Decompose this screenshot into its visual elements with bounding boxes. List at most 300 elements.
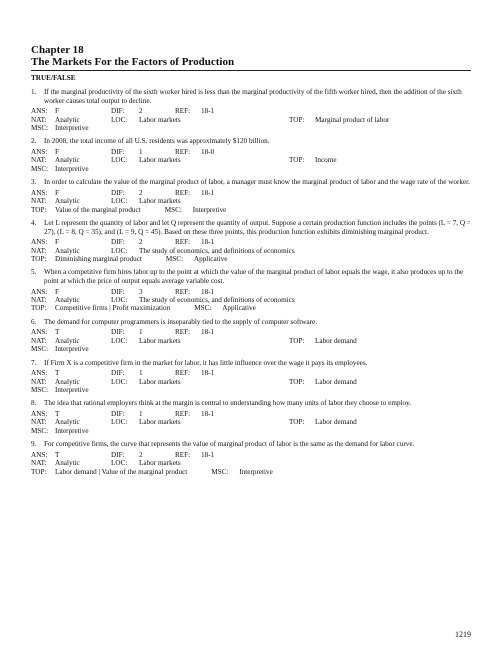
metadata-cell: Interpretive	[192, 205, 227, 214]
metadata-cell: LOC:	[111, 418, 128, 427]
metadata-cell	[289, 451, 315, 459]
question-text-row	[31, 268, 471, 285]
metadata-cell: Analytic	[55, 296, 80, 305]
metadata-cell	[175, 116, 201, 124]
metadata-cell: DIF:	[111, 369, 125, 378]
metadata-cell: TOP:	[289, 418, 305, 427]
question-item	[31, 178, 471, 214]
metadata-row	[31, 148, 471, 156]
metadata-cell	[289, 328, 315, 336]
metadata-cell: T	[55, 328, 60, 337]
metadata-row	[31, 386, 471, 394]
metadata-row	[31, 247, 471, 255]
metadata-cell	[201, 459, 289, 467]
metadata-cell: 18-1	[201, 287, 215, 296]
metadata-cell: Labor demand	[315, 377, 357, 386]
metadata-cell	[289, 107, 315, 115]
metadata-cell	[175, 418, 201, 426]
question-text-row	[31, 318, 471, 327]
metadata-row	[31, 304, 471, 312]
metadata-cell	[369, 206, 393, 214]
metadata-cell: Interpretive	[55, 164, 89, 173]
question-item	[31, 440, 471, 476]
metadata-cell: LOC:	[111, 336, 128, 345]
metadata-cell: 18-1	[201, 188, 215, 197]
metadata-cell: 18-1	[201, 238, 215, 247]
metadata-cell: Labor markets	[139, 115, 181, 124]
metadata-cell	[344, 255, 370, 263]
metadata-cell	[289, 459, 315, 467]
metadata-cell: NAT:	[31, 197, 47, 206]
metadata-cell: TOP:	[31, 304, 47, 313]
answer-metadata	[31, 288, 471, 313]
metadata-cell	[201, 156, 289, 164]
metadata-row	[31, 328, 471, 336]
answer-metadata	[31, 328, 471, 353]
metadata-cell	[394, 255, 471, 263]
question-text: For competitive firms, the curve that represents the value of marginal product of labor is the same as the demand for labor curve.	[44, 440, 415, 449]
metadata-cell: LOC:	[111, 296, 128, 305]
metadata-cell: 1	[139, 328, 143, 337]
metadata-cell: Marginal product of labor	[315, 115, 390, 124]
metadata-cell	[339, 148, 471, 156]
metadata-cell	[315, 238, 339, 246]
metadata-cell: ANS:	[31, 328, 48, 337]
metadata-cell	[315, 369, 339, 377]
metadata-cell: DIF:	[111, 450, 125, 459]
metadata-cell: Labor demand	[315, 418, 357, 427]
metadata-cell: NAT:	[31, 246, 47, 255]
metadata-cell	[111, 165, 139, 173]
metadata-cell	[339, 124, 471, 132]
metadata-cell	[175, 156, 201, 164]
metadata-cell	[459, 247, 471, 255]
metadata-row	[31, 255, 471, 263]
metadata-cell	[315, 328, 339, 336]
metadata-row	[31, 427, 471, 435]
metadata-cell	[201, 124, 289, 132]
metadata-cell: REF:	[175, 328, 191, 337]
metadata-row	[31, 337, 471, 345]
metadata-cell	[315, 345, 339, 353]
metadata-cell: Labor markets	[139, 459, 181, 468]
metadata-cell: LOC:	[111, 197, 128, 206]
metadata-cell	[315, 459, 339, 467]
question-number: 1.	[31, 88, 37, 96]
metadata-cell: Analytic	[55, 377, 80, 386]
metadata-cell	[372, 304, 398, 312]
metadata-cell	[415, 468, 439, 476]
metadata-row	[31, 451, 471, 459]
metadata-cell: 18-1	[201, 328, 215, 337]
metadata-cell: 18-1	[201, 450, 215, 459]
metadata-cell: F	[55, 188, 59, 197]
metadata-cell: Interpretive	[55, 124, 89, 132]
metadata-cell	[339, 410, 471, 418]
metadata-cell: NAT:	[31, 377, 47, 386]
metadata-cell: The study of economics, and definitions of economics	[139, 296, 295, 305]
metadata-cell: TOP:	[289, 115, 305, 124]
metadata-cell: 2	[139, 188, 143, 197]
metadata-cell	[255, 206, 343, 214]
answer-metadata	[31, 238, 471, 263]
metadata-cell	[321, 296, 409, 304]
metadata-cell	[315, 124, 339, 132]
metadata-cell	[175, 386, 201, 394]
metadata-cell	[339, 288, 471, 296]
metadata-cell: 3	[139, 287, 143, 296]
metadata-cell	[339, 451, 471, 459]
metadata-row	[31, 288, 471, 296]
question-text-row	[31, 137, 471, 146]
question-number: 5.	[31, 268, 37, 277]
metadata-cell: Interpretive	[55, 386, 89, 395]
question-item	[31, 219, 471, 263]
chapter-subtitle: The Markets For the Factors of Production	[31, 56, 235, 68]
metadata-cell: ANS:	[31, 287, 48, 296]
metadata-cell: REF:	[175, 287, 191, 296]
question-item	[31, 399, 471, 435]
metadata-cell	[435, 247, 459, 255]
metadata-cell	[315, 148, 339, 156]
metadata-cell	[201, 197, 289, 205]
metadata-cell: Analytic	[55, 197, 80, 206]
metadata-cell: DIF:	[111, 238, 125, 247]
question-text-row	[31, 399, 471, 408]
metadata-cell: MSC:	[211, 467, 229, 476]
metadata-cell	[339, 378, 471, 386]
metadata-cell	[459, 296, 471, 304]
metadata-cell: Interpretive	[239, 467, 273, 476]
metadata-cell	[315, 427, 339, 435]
answer-metadata	[31, 148, 471, 173]
metadata-cell	[339, 116, 471, 124]
question-number: 2.	[31, 137, 37, 146]
question-number: 3.	[31, 178, 37, 187]
metadata-row	[31, 197, 471, 205]
metadata-cell: 18-0	[201, 148, 215, 156]
metadata-cell	[315, 197, 339, 205]
metadata-cell	[175, 197, 201, 205]
metadata-cell	[339, 345, 471, 353]
metadata-cell: Applicative	[222, 304, 256, 313]
metadata-cell	[111, 427, 139, 435]
metadata-cell: DIF:	[111, 107, 125, 116]
metadata-cell	[370, 255, 394, 263]
metadata-cell: F	[55, 107, 59, 116]
metadata-cell: LOC:	[111, 246, 128, 255]
metadata-cell	[339, 328, 471, 336]
metadata-cell	[175, 124, 201, 132]
metadata-cell	[339, 238, 471, 246]
metadata-row	[31, 116, 471, 124]
question-text: If Firm X is a competitive firm in the market for labor, it has little influence over the wage it pays its employees.	[44, 358, 368, 367]
metadata-cell: 1	[139, 148, 143, 156]
metadata-cell: REF:	[175, 148, 191, 156]
metadata-cell: T	[55, 450, 60, 459]
metadata-cell	[301, 468, 389, 476]
metadata-cell: Labor markets	[139, 197, 181, 206]
chapter-title: Chapter 18	[31, 44, 84, 56]
metadata-cell	[315, 386, 339, 394]
metadata-cell	[230, 255, 256, 263]
metadata-cell: Interpretive	[55, 345, 89, 354]
metadata-cell	[289, 148, 315, 156]
metadata-cell: REF:	[175, 107, 191, 116]
metadata-cell: LOC:	[111, 156, 128, 165]
metadata-cell: TOP:	[31, 467, 47, 476]
metadata-cell	[409, 247, 435, 255]
metadata-row	[31, 468, 471, 476]
metadata-cell	[315, 165, 339, 173]
metadata-cell: DIF:	[111, 148, 125, 156]
question-text: In 2008, the total income of all U.S. residents was approximately $120 billion.	[44, 137, 270, 146]
metadata-cell	[315, 410, 339, 418]
metadata-cell: Analytic	[55, 156, 80, 165]
metadata-cell: Labor demand	[315, 336, 357, 345]
metadata-cell: 18-1	[201, 107, 215, 116]
metadata-cell: REF:	[175, 410, 191, 419]
metadata-cell: TOP:	[289, 156, 305, 165]
metadata-cell: TOP:	[31, 255, 47, 264]
metadata-cell	[315, 189, 339, 197]
metadata-cell: ANS:	[31, 188, 48, 197]
metadata-cell	[295, 247, 321, 255]
question-item	[31, 268, 471, 312]
metadata-cell	[139, 165, 175, 173]
metadata-cell: Interpretive	[55, 426, 89, 435]
metadata-cell: ANS:	[31, 107, 48, 116]
metadata-cell: NAT:	[31, 156, 47, 165]
metadata-cell	[343, 206, 369, 214]
metadata-cell	[422, 304, 471, 312]
metadata-cell	[289, 345, 315, 353]
metadata-cell	[315, 451, 339, 459]
metadata-cell	[175, 165, 201, 173]
metadata-cell	[201, 165, 289, 173]
metadata-cell	[258, 304, 284, 312]
metadata-cell: Applicative	[193, 255, 228, 264]
metadata-cell	[201, 386, 289, 394]
metadata-cell	[339, 337, 471, 345]
metadata-cell	[393, 206, 471, 214]
question-number: 8.	[31, 399, 37, 408]
question-list	[31, 88, 471, 476]
metadata-cell: NAT:	[31, 115, 47, 124]
metadata-cell	[409, 296, 435, 304]
metadata-cell: F	[55, 287, 59, 296]
metadata-cell: DIF:	[111, 328, 125, 337]
question-item	[31, 318, 471, 354]
question-text: The idea that rational employers think at the margin is central to understanding how many units of labor they choose to employ.	[44, 399, 412, 408]
metadata-cell: MSC:	[31, 345, 49, 354]
metadata-cell: DIF:	[111, 410, 125, 419]
metadata-cell: TOP:	[289, 336, 305, 345]
question-item	[31, 88, 471, 132]
question-item	[31, 137, 471, 173]
metadata-cell: F	[55, 148, 59, 156]
metadata-cell: REF:	[175, 450, 191, 459]
metadata-cell	[339, 369, 471, 377]
metadata-cell: LOC:	[111, 377, 128, 386]
metadata-cell: 18-1	[201, 410, 215, 419]
metadata-cell	[339, 156, 471, 164]
metadata-row	[31, 296, 471, 304]
question-text-row	[31, 440, 471, 449]
metadata-cell: Income	[315, 156, 337, 165]
question-text-row	[31, 359, 471, 368]
metadata-cell: 18-1	[201, 369, 215, 378]
metadata-cell: ANS:	[31, 450, 48, 459]
metadata-cell	[435, 296, 459, 304]
metadata-cell	[289, 165, 315, 173]
metadata-cell: LOC:	[111, 459, 128, 468]
question-number: 9.	[31, 440, 37, 449]
metadata-row	[31, 206, 471, 214]
metadata-cell: MSC:	[31, 386, 49, 395]
metadata-cell: TOP:	[31, 205, 47, 214]
metadata-cell	[201, 337, 289, 345]
answer-metadata	[31, 410, 471, 435]
metadata-row	[31, 189, 471, 197]
metadata-cell: TOP:	[289, 377, 305, 386]
metadata-cell	[139, 427, 175, 435]
metadata-cell	[289, 288, 315, 296]
metadata-cell: Value of the marginal product	[55, 205, 141, 214]
metadata-cell	[339, 427, 471, 435]
metadata-cell: REF:	[175, 188, 191, 197]
metadata-cell: MSC:	[165, 255, 184, 264]
metadata-cell: DIF:	[111, 287, 125, 296]
title-rule	[31, 70, 471, 71]
metadata-row	[31, 156, 471, 164]
metadata-cell	[275, 468, 301, 476]
metadata-cell: 2	[139, 238, 143, 247]
answer-metadata	[31, 369, 471, 394]
metadata-cell	[389, 468, 415, 476]
question-text: In order to calculate the value of the marginal product of labor, a manager must know the marginal product of labor and the wage rate of the worker.	[44, 178, 470, 187]
metadata-cell	[315, 107, 339, 115]
metadata-cell	[201, 116, 289, 124]
metadata-cell: MSC:	[31, 164, 49, 173]
metadata-cell	[201, 427, 289, 435]
metadata-cell: Diminishing marginal product	[55, 255, 142, 264]
metadata-cell: NAT:	[31, 418, 47, 427]
metadata-cell	[339, 107, 471, 115]
metadata-cell	[321, 247, 409, 255]
metadata-cell	[111, 345, 139, 353]
metadata-cell	[139, 345, 175, 353]
metadata-cell: LOC:	[111, 115, 128, 124]
metadata-cell	[139, 386, 175, 394]
metadata-cell	[339, 189, 471, 197]
question-text-row	[31, 88, 471, 105]
metadata-row	[31, 418, 471, 426]
metadata-cell	[315, 288, 339, 296]
question-text: When a competitive firm hires labor up to the point at which the value of the marginal product of labor equals the wage, it also produces up to the point at which the price of output equals average variable cost.	[44, 268, 464, 286]
question-text-row	[31, 178, 471, 187]
metadata-cell	[398, 304, 422, 312]
metadata-row	[31, 410, 471, 418]
question-text-row	[31, 219, 471, 236]
metadata-cell: Analytic	[55, 418, 80, 427]
metadata-cell: Labor markets	[139, 377, 181, 386]
metadata-cell: ANS:	[31, 238, 48, 247]
metadata-row	[31, 378, 471, 386]
metadata-cell	[289, 124, 315, 132]
metadata-cell	[289, 369, 315, 377]
metadata-cell: Labor markets	[139, 156, 181, 165]
metadata-cell	[289, 427, 315, 435]
metadata-cell	[339, 165, 471, 173]
metadata-cell: ANS:	[31, 148, 48, 156]
metadata-cell	[175, 427, 201, 435]
metadata-cell: MSC:	[164, 205, 182, 214]
metadata-cell: NAT:	[31, 296, 47, 305]
metadata-cell	[295, 296, 321, 304]
metadata-cell	[201, 345, 289, 353]
answer-metadata	[31, 189, 471, 214]
metadata-cell: NAT:	[31, 336, 47, 345]
metadata-cell	[111, 386, 139, 394]
metadata-row	[31, 459, 471, 467]
metadata-cell	[139, 124, 175, 132]
metadata-cell	[201, 418, 289, 426]
metadata-cell: 2	[139, 107, 143, 116]
metadata-cell: Labor markets	[139, 418, 181, 427]
page-number: 1219	[455, 630, 471, 639]
metadata-cell	[175, 459, 201, 467]
metadata-cell	[339, 459, 471, 467]
metadata-cell	[289, 386, 315, 394]
metadata-row	[31, 107, 471, 115]
metadata-cell: MSC:	[31, 124, 49, 132]
metadata-cell: Analytic	[55, 336, 80, 345]
metadata-cell	[256, 255, 344, 263]
metadata-cell: REF:	[175, 238, 191, 247]
metadata-cell: Analytic	[55, 115, 80, 124]
metadata-cell	[439, 468, 471, 476]
metadata-row	[31, 165, 471, 173]
metadata-cell: MSC:	[194, 304, 212, 313]
question-number: 7.	[31, 358, 37, 367]
question-text: Let L represent the quantity of labor and let Q represent the quantity of output. Suppose a certain production function includes the points (L = 7, Q = 27), (L = 8, Q = 35), and (L = 9, Q = 45). Based on these three points, this production function exhibits diminishing marginal product.	[44, 219, 471, 236]
question-text: If the marginal productivity of the sixth worker hired is less than the marginal productivity of the fifth worker hired, then the addition of the sixth worker causes total output to decline.	[44, 88, 462, 105]
metadata-row	[31, 124, 471, 132]
metadata-cell	[339, 418, 471, 426]
metadata-cell: NAT:	[31, 459, 47, 468]
document-page	[31, 44, 471, 481]
metadata-cell: F	[55, 238, 59, 247]
metadata-cell: T	[55, 369, 60, 378]
metadata-cell	[175, 345, 201, 353]
metadata-cell: DIF:	[111, 188, 125, 197]
metadata-cell	[289, 197, 315, 205]
metadata-cell	[289, 238, 315, 246]
metadata-cell: REF:	[175, 369, 191, 378]
metadata-cell	[175, 337, 201, 345]
metadata-cell: Labor markets	[139, 336, 181, 345]
question-number: 6.	[31, 317, 37, 326]
metadata-cell: T	[55, 410, 60, 419]
metadata-cell: Analytic	[55, 459, 80, 468]
metadata-cell: 1	[139, 410, 143, 419]
metadata-cell: Labor demand | Value of the marginal product	[55, 467, 188, 476]
metadata-cell: The study of economics, and definitions of economics	[139, 246, 295, 255]
metadata-row	[31, 345, 471, 353]
metadata-cell	[111, 124, 139, 132]
metadata-cell: Competitive firms | Profit maximization	[55, 304, 171, 313]
